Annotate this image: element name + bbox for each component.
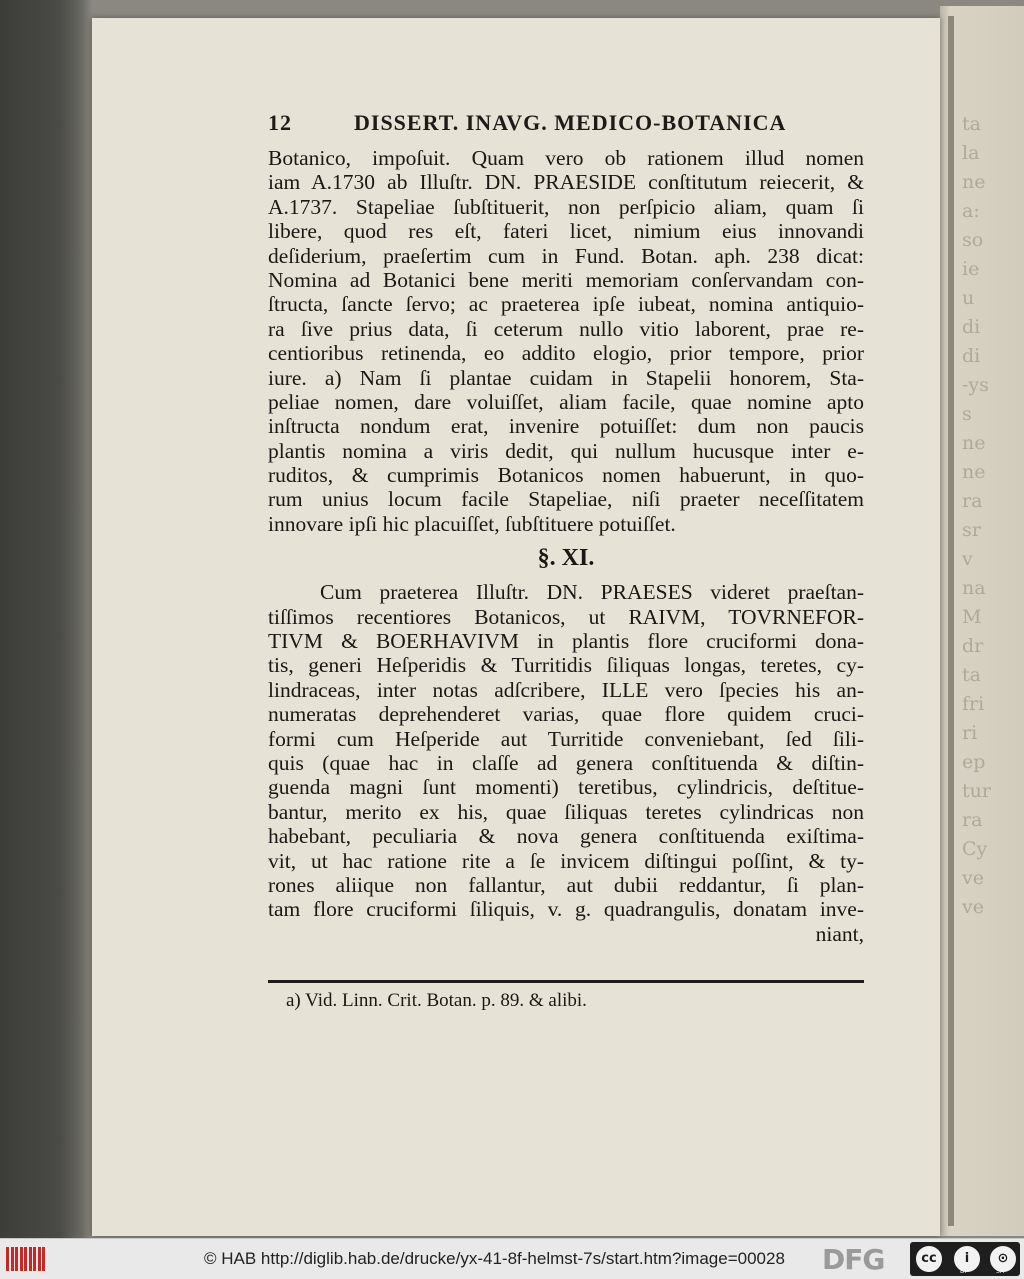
bleed-through-fragment: na [962, 577, 986, 599]
bleed-through-fragment: so [962, 229, 984, 251]
bleed-through-fragment: di [962, 345, 981, 367]
bleed-through-text [962, 110, 1024, 922]
bleed-through-fragment: Cy [962, 838, 988, 860]
bleed-through-fragment: a: [962, 200, 980, 222]
text-line: deſiderium, praeſertim cum in Fund. Botan. aph. 238 dicat: [268, 243, 864, 268]
text-line: iam A.1730 ab Illuſtr. DN. PRAESIDE conſtitutum reiecerit, & [268, 170, 864, 195]
text-line: inſtructa nondum erat, invenire potuiſſet: dum non paucis [268, 414, 864, 439]
bleed-through-fragment: s [962, 403, 972, 425]
dfg-logo[interactable]: DFG [822, 1243, 885, 1276]
text-line: numeratas deprehenderet varias, quae flore quidem cruci- [268, 702, 864, 727]
by-icon: i [952, 1244, 982, 1274]
text-line: Nomina ad Botanici bene meriti memoriam conſervandam con- [268, 267, 864, 292]
text-line: Botanico, impoſuit. Quam vero ob rationem illud nomen [268, 146, 864, 170]
footnote: a) Vid. Linn. Crit. Botan. p. 89. & alibi. [286, 990, 587, 1011]
bleed-through-fragment: ep [962, 751, 986, 773]
text-line: ruditos, & cumprimis Botanicos nomen habuerunt, in quo- [268, 463, 864, 488]
book-gutter-shadow [948, 16, 954, 1226]
bleed-through-fragment: v [962, 548, 973, 570]
bleed-through-fragment: ra [962, 490, 983, 512]
paragraph-1 [268, 146, 864, 536]
sa-icon: ⊙ [988, 1244, 1018, 1274]
bleed-through-fragment: ne [962, 432, 986, 454]
text-line: rones aliique non fallantur, aut dubii reddantur, ſi plan- [268, 872, 864, 897]
text-line: peliae nomen, dare voluiſſet, aliam facile, quae nomine apto [268, 389, 864, 414]
bleed-through-fragment: ve [962, 896, 984, 918]
catchword: niant, [815, 921, 864, 946]
text-line: guenda magni ſunt momenti) teretibus, cylindricis, deſtitue- [268, 775, 864, 800]
bleed-through-fragment: fri [962, 693, 985, 715]
text-line: plantis nomina a viris dedit, qui nullum hucusque inter e- [268, 438, 864, 463]
text-line: rum unius locum facile Stapeliae, niſi praeter neceſſitatem [268, 487, 864, 512]
paragraph-2 [268, 580, 864, 921]
text-line: libere, quod res eſt, fateri licet, nimium eius innovandi [268, 219, 864, 244]
body-text [268, 146, 864, 946]
bleed-through-fragment: tur [962, 780, 991, 802]
footnote-rule [268, 980, 864, 983]
cc-license-badge[interactable] [910, 1242, 1020, 1276]
bleed-through-fragment: ri [962, 722, 978, 744]
text-line: iure. a) Nam ſi plantae cuidam in Stapelii honorem, Sta- [268, 365, 864, 390]
by-label: BY [960, 1268, 968, 1275]
copyright-link[interactable]: © HAB http://diglib.hab.de/drucke/yx-41-8f-helmst-7s/start.htm?image=00028 [204, 1249, 785, 1268]
bleed-through-fragment: di [962, 316, 981, 338]
running-header [268, 110, 864, 140]
text-line: TIVM & BOERHAVIVM in plantis flore cruciformi dona- [268, 629, 864, 654]
bleed-through-fragment: ne [962, 171, 986, 193]
running-title: DISSERT. INAVG. MEDICO-BOTANICA [354, 110, 787, 135]
text-line: ra ſive prius data, ſi ceterum nullo vitio laborent, prae re- [268, 316, 864, 341]
text-line: tis, generi Heſperidis & Turritidis ſiliquas longas, teretes, cy- [268, 653, 864, 678]
bleed-through-fragment: u [962, 287, 975, 309]
bleed-through-fragment: ie [962, 258, 980, 280]
text-line: tam flore cruciformi ſiliquis, v. g. quadrangulis, donatam inve- [268, 897, 864, 922]
text-line: A.1737. Stapeliae ſubſtituerit, non perſpicio aliam, quam ſi [268, 194, 864, 219]
viewer-footer [0, 1238, 1024, 1279]
section-heading: §. XI. [537, 545, 595, 572]
text-line: Cum praeterea Illuſtr. DN. PRAESES videret praeſtan- [320, 580, 864, 605]
text-line: quis (quae hac in claſſe ad genera conſtituenda & diſtin- [268, 750, 864, 775]
cc-icon: cc [914, 1244, 944, 1274]
page-number: 12 [268, 110, 292, 135]
sa-label: SA [996, 1268, 1005, 1275]
bleed-through-fragment: sr [962, 519, 981, 541]
bleed-through-fragment: ne [962, 461, 986, 483]
text-line: habebant, peculiaria & nova genera conſtituenda exiſtima- [268, 824, 864, 849]
text-line: tiſſimos recentiores Botanicos, ut RAIVM, TOVRNEFOR- [268, 604, 864, 629]
bleed-through-fragment: M [962, 606, 982, 628]
text-line: bantur, merito ex his, quae ſiliquas teretes cylindricas non [268, 799, 864, 824]
text-line: innovare ipſi hic placuiſſet, ſubſtituere potuiſſet. [268, 511, 676, 536]
bleed-through-fragment: -ys [962, 374, 989, 396]
text-line: ſtructa, ſancte ſervo; ac praeterea ipſe iubeat, nomina antiquio- [268, 292, 864, 317]
bleed-through-fragment: ra [962, 809, 983, 831]
bleed-through-fragment: ve [962, 867, 984, 889]
text-line: centioribus retinenda, eo addito elogio, prior tempore, prior [268, 341, 864, 366]
bleed-through-fragment: la [962, 142, 980, 164]
text-line: lindraceas, inter notas adſcribere, ILLE vero ſpecies his an- [268, 677, 864, 702]
text-line: formi cum Heſperide aut Turritide conveniebant, ſed ſili- [268, 726, 864, 751]
bleed-through-fragment: dr [962, 635, 984, 657]
hab-logo-icon[interactable] [6, 1245, 46, 1273]
bleed-through-fragment: ta [962, 113, 981, 135]
text-line: vit, ut hac ratione rite a ſe invicem diſtingui poſſint, & ty- [268, 848, 864, 873]
bleed-through-fragment: ta [962, 664, 981, 686]
